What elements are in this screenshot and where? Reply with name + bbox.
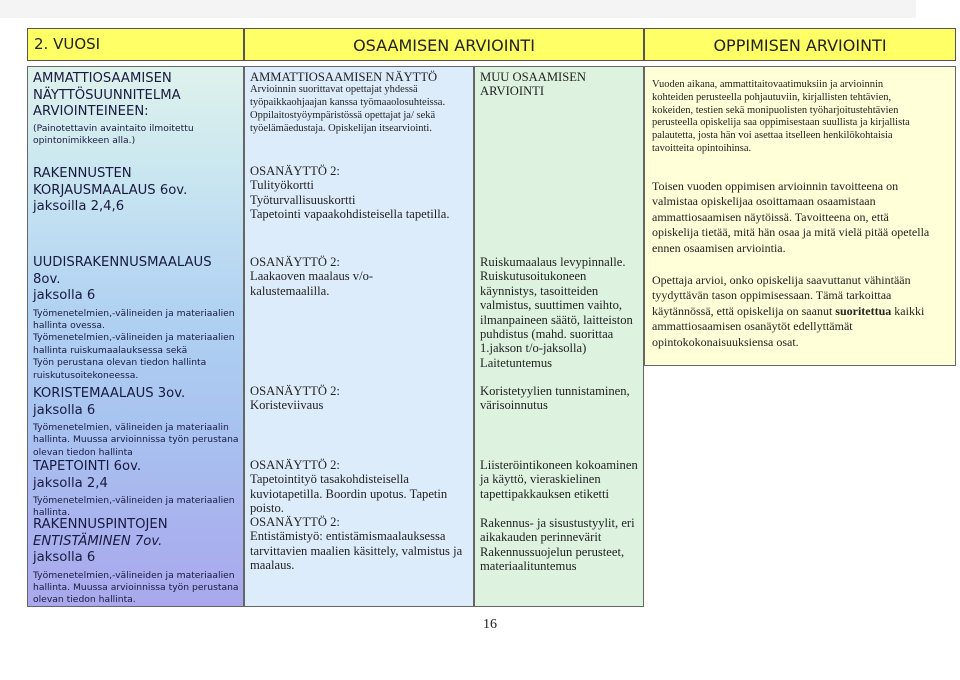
other-decorative-styles (480, 384, 630, 413)
other-line: Ruiskutusoitukoneen (480, 269, 587, 284)
module-detail-line: hallinta. (33, 507, 71, 519)
part-demo-line: maalaus. (250, 558, 295, 573)
learning-line: valmistaa opiskelijaa osoittamaan osaamistaan (652, 194, 876, 209)
learning-feedback-paragraph (652, 79, 910, 156)
other-line: puhdistus (mahd. suorittaa (480, 327, 614, 342)
learning-line: Vuoden aikana, ammattitaitovaatimuksiin ja arvioinnin (652, 79, 884, 90)
part-demo-line: Koristeviivaus (250, 398, 324, 413)
part-demo-line: poisto. (250, 501, 284, 516)
other-heading-line: ARVIOINTI (480, 84, 545, 99)
module-title-line: KORISTEMAALAUS 3ov. (33, 386, 186, 401)
plan-title-line: ARVIOINTEINEEN: (33, 104, 149, 119)
other-assessment-column (474, 66, 644, 607)
plan-title-line: NÄYTTÖSUUNNITELMA (33, 87, 181, 103)
learning-line: kokeiden, testien sekä monipuolisten työharjoitustehtävien (652, 104, 899, 116)
learning-goal-paragraph (652, 179, 929, 256)
module-decorative-painting (33, 386, 239, 459)
learning-line: Toisen vuoden oppimisen arvioinnin tavoitteena on (652, 179, 899, 193)
part-demo-line: tarvittavien maalien käsittely, valmistus ja (250, 543, 463, 558)
module-renovation-painting (33, 166, 187, 216)
competence-demonstration-column (244, 66, 474, 607)
learning-line: tavoitteita opintoihinsa. (652, 142, 752, 154)
part-demo-renovation (250, 164, 450, 222)
part-demo-line: kuviotapetilla. Boordin upotus. Tapetin (250, 486, 448, 501)
other-pasting-machine (480, 458, 638, 501)
part-demo-restoration (250, 515, 462, 573)
module-detail-line: Työmenetelmien,-välineiden ja materiaalien (33, 332, 235, 344)
module-period: jaksoilla 2,4,6 (33, 199, 125, 214)
header-competence-assessment (244, 28, 644, 61)
other-line: ilmanpaineen säätö, laitteiston (480, 312, 633, 327)
other-line: Koristetyylien tunnistaminen, (480, 384, 630, 398)
learning-emphasis: suoritettua (835, 303, 892, 318)
other-line: käynnistys, tasoitteiden (480, 283, 599, 298)
learning-assessment-column (644, 66, 956, 366)
module-new-building-painting (33, 255, 235, 382)
part-demo-new-building (250, 255, 373, 298)
other-line: materiaalituntemus (480, 559, 577, 574)
learning-line: tyydyttävän tason oppimisessaan. Tämä tarkoittaa (652, 288, 892, 303)
other-spray-painting (480, 255, 633, 370)
module-title-line: RAKENNUSTEN (33, 166, 132, 181)
demo-intro (250, 70, 445, 136)
learning-line: palautetta, josta hän voi asettaa itselleen henkilökohtaisia (652, 130, 893, 142)
learning-line: Opettaja arvioi, onko opiskelija saavuttanut vähintään (652, 273, 911, 287)
plan-note-line: (Painotettavin avaintaito ilmoitettu (33, 123, 194, 134)
other-line: Rakennus- ja sisustustyylit, eri (480, 516, 635, 530)
other-line: tapettipakkauksen etiketti (480, 486, 610, 501)
part-demo-line: Tulityökortti (250, 178, 314, 193)
module-title-line: UUDISRAKENNUSMAALAUS (33, 255, 212, 270)
other-line: Rakennussuojelun perusteet, (480, 544, 625, 559)
page-number: 16 (483, 617, 497, 632)
header-year (27, 28, 244, 61)
other-line: värisoinnutus (480, 398, 548, 413)
part-demo-line: Laakaoven maalaus v/o- (250, 269, 374, 284)
header-competence-label: OSAAMISEN ARVIOINTI (353, 36, 535, 55)
module-title-line: KORJAUSMAALAUS 6ov. (33, 182, 188, 198)
learning-line: opiskelija tietää, mitä hän osaa ja mitä vielä pitää opetella (652, 225, 930, 240)
header-year-label: 2. VUOSI (34, 35, 101, 53)
module-detail-line: ruiskutusoitekoneessa. (33, 369, 139, 381)
demo-intro-line: työelämäedustaja. Opiskelijan itsearviointi. (250, 122, 432, 134)
part-demo-line: Entistämistyö: entistämismaalauksessa (250, 529, 446, 544)
module-detail-line: Työmenetelmien,-välineiden ja materiaalien (33, 569, 235, 581)
other-assessment-heading (480, 70, 586, 99)
part-demo-line: Tapetointityö tasakohdisteisella (250, 472, 409, 487)
module-title-line: RAKENNUSPINTOJEN (33, 517, 168, 532)
other-heading-line: MUU OSAAMISEN (480, 70, 587, 84)
top-strip (0, 0, 916, 18)
part-demo-line: OSANÄYTTÖ 2: (250, 458, 340, 472)
other-line: ja käyttö, vieraskielinen (480, 472, 601, 487)
part-demo-wallpapering (250, 458, 447, 516)
plan-note (33, 123, 194, 148)
module-title-line: ENTISTÄMINEN 7ov. (33, 533, 163, 549)
teacher-assessment-paragraph (652, 273, 924, 350)
module-detail-line: Työn perustana olevan tiedon hallinta (33, 357, 207, 369)
demo-intro-line: Arvioinnin suorittavat opettajat yhdessä (250, 84, 418, 96)
module-detail-line: olevan tiedon hallinta. (33, 594, 136, 606)
module-title-line: TAPETOINTI 6ov. (33, 459, 142, 474)
other-line: Laitetuntemus (480, 355, 553, 370)
learning-line: ammattiosaamisen osanäytöt edellyttämät (652, 319, 853, 334)
module-detail-line: hallinta. Muussa arvioinnissa työn perustana (33, 581, 239, 593)
other-line: aikakauden perinnevärit (480, 530, 602, 545)
part-demo-line: OSANÄYTTÖ 2: (250, 164, 340, 178)
module-detail-line: Työmenetelmien, välineiden ja materiaalin (33, 422, 229, 433)
part-demo-line: OSANÄYTTÖ 2: (250, 515, 340, 529)
plan-note-line: opintonimikkeen alla.) (33, 135, 136, 147)
module-period: jaksolla 6 (33, 402, 96, 418)
other-line: Liisteröintikoneen kokoaminen (480, 458, 638, 472)
learning-line: ammattiosaamisen näytöissä. Tavoitteena on, että (652, 209, 889, 224)
learning-text: kaikki (891, 303, 925, 318)
module-detail-line: Työmenetelmien,-välineiden ja materiaalien (33, 495, 235, 506)
learning-line: ennen osaamisen arviointia. (652, 240, 786, 255)
header-learning-label: OPPIMISEN ARVIOINTI (713, 36, 887, 55)
module-title-line: 8ov. (33, 271, 61, 287)
module-period: jaksolla 6 (33, 288, 96, 303)
module-detail-line: Työmenetelmien,-välineiden ja materiaalien (33, 307, 235, 319)
learning-text: käytännössä, että opiskelija on saanut (652, 303, 836, 318)
learning-line: kohteiden perusteella pohjautuviin, kirjallisten tehtävien, (652, 91, 892, 103)
demo-intro-line: Oppilaitostyöympäristössä opettajat ja/ sekä (250, 110, 436, 121)
demo-intro-title: AMMATTIOSAAMISEN NÄYTTÖ (250, 70, 438, 84)
module-detail-line: hallinta ruiskumaalauksessa sekä (33, 344, 188, 356)
learning-line (652, 304, 924, 319)
module-period: jaksolla 6 (33, 550, 96, 565)
other-line: valmistus, suuttimen vaihto, (480, 298, 623, 313)
learning-line: opintokokonaisuuksiensa osat. (652, 334, 799, 349)
part-demo-decorative (250, 384, 340, 413)
modules-column (27, 66, 244, 607)
module-detail-line: hallinta. Muussa arvioinnissa työn perustana (33, 434, 239, 446)
plan-title-line: AMMATTIOSAAMISEN (33, 71, 172, 86)
module-period: jaksolla 2,4 (33, 475, 108, 491)
demo-intro-line: työpaikkaohjaajan kanssa työmaaolosuhteissa. (250, 97, 446, 109)
plan-section-title (33, 71, 181, 121)
part-demo-line: OSANÄYTTÖ 2: (250, 384, 340, 398)
learning-line: perusteella opiskelija saa oppimisestaan suullista ja kirjallista (652, 117, 910, 129)
part-demo-line: Tapetointi vapaakohdisteisella tapetilla. (250, 207, 450, 222)
header-learning-assessment (644, 28, 956, 61)
part-demo-line: Työturvallisuuskortti (250, 192, 356, 207)
module-detail-line: hallinta ovessa. (33, 319, 105, 331)
other-line: 1.jakson t/o-jaksolla) (480, 341, 587, 356)
part-demo-line: kalustemaalilla. (250, 283, 330, 298)
module-wallpapering (33, 459, 235, 520)
other-line: Ruiskumaalaus levypinnalle. (480, 255, 626, 269)
part-demo-line: OSANÄYTTÖ 2: (250, 255, 340, 269)
module-detail-line: olevan tiedon hallinta (33, 446, 133, 458)
other-building-styles (480, 516, 635, 574)
module-surface-restoration (33, 517, 239, 607)
